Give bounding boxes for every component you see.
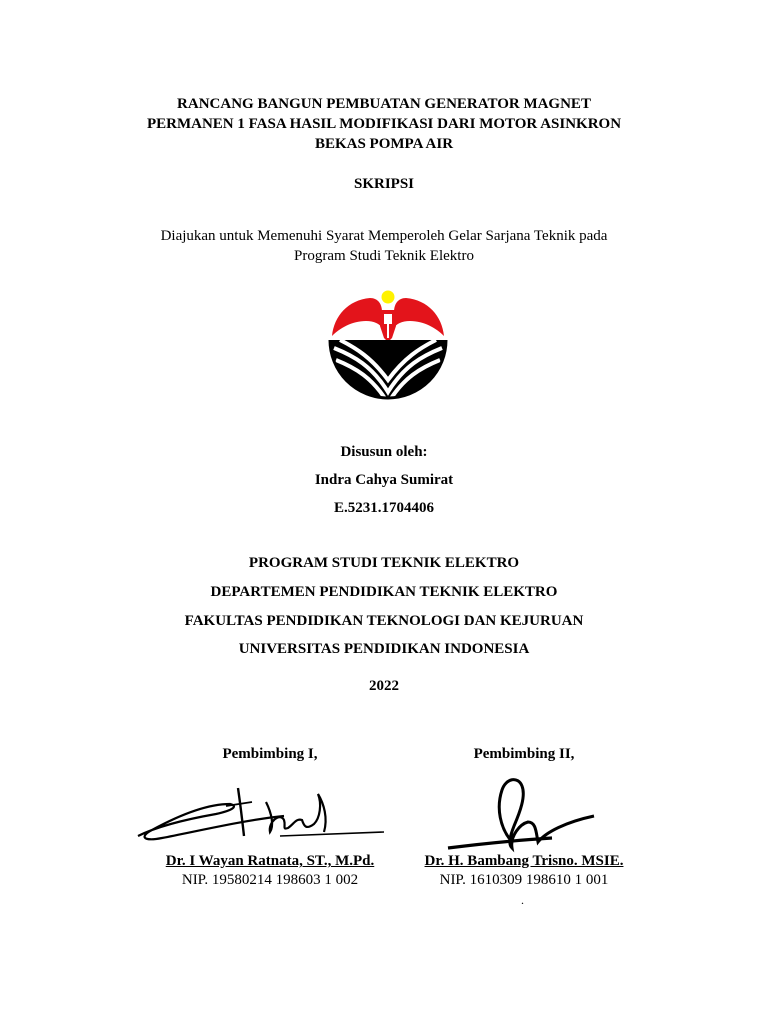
purpose-line-2: Program Studi Teknik Elektro	[294, 248, 474, 264]
year: 2022	[369, 678, 399, 694]
university-logo	[326, 288, 450, 400]
title-line-3: BEKAS POMPA AIR	[314, 136, 454, 152]
supervisor-1-signature	[134, 774, 386, 846]
supervisor-2-role: Pembimbing II,	[473, 746, 575, 762]
logo-red-right-wing	[394, 298, 444, 336]
author-label: Disusun oleh:	[340, 444, 428, 460]
purpose-line-1: Diajukan untuk Memenuhi Syarat Memperoleh Gelar Sarjana Teknik pada	[160, 228, 608, 244]
thesis-title	[0, 94, 768, 154]
university-name: UNIVERSITAS PENDIDIKAN INDONESIA	[238, 641, 530, 657]
supervisor-2-signature	[440, 772, 600, 854]
supervisor-1-name: Dr. I Wayan Ratnata, ST., M.Pd.	[165, 853, 375, 869]
title-line-1: RANCANG BANGUN PEMBUATAN GENERATOR MAGNET	[177, 96, 591, 112]
logo-yellow-flame	[382, 291, 395, 304]
author-name: Indra Cahya Sumirat	[314, 472, 454, 488]
title-line-2: PERMANEN 1 FASA HASIL MODIFIKASI DARI MOTOR ASINKRON	[146, 116, 622, 132]
supervisor-1-role: Pembimbing I,	[222, 746, 318, 762]
university-logo-graphic	[326, 288, 450, 400]
student-id: E.5231.1704406	[333, 500, 434, 516]
purpose-statement	[0, 226, 768, 266]
study-program: PROGRAM STUDI TEKNIK ELEKTRO	[248, 555, 520, 571]
trailing-mark: .	[521, 893, 524, 907]
document-type: SKRIPSI	[353, 176, 415, 192]
supervisor-1-nip: NIP. 19580214 198603 1 002	[181, 872, 359, 888]
department-name: DEPARTEMEN PENDIDIKAN TEKNIK ELEKTRO	[210, 584, 558, 600]
logo-red-left-wing	[332, 298, 382, 336]
supervisor-2-nip: NIP. 1610309 198610 1 001	[439, 872, 609, 888]
supervisor-2-name: Dr. H. Bambang Trisno. MSIE.	[424, 853, 624, 869]
faculty-name: FAKULTAS PENDIDIKAN TEKNOLOGI DAN KEJURUAN	[184, 613, 584, 629]
